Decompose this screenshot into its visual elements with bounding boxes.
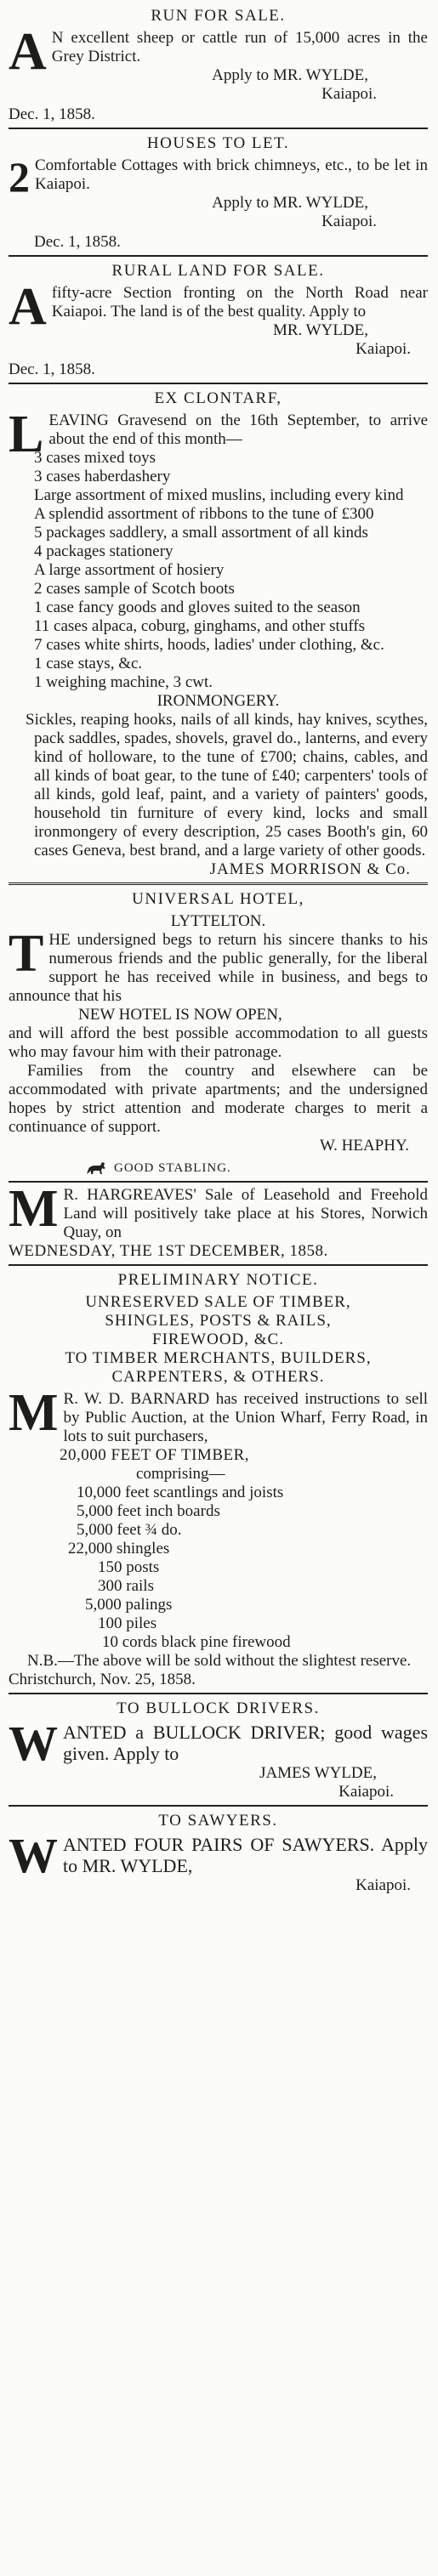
ad-houses-to-let: [9, 133, 428, 252]
drop-cap: A: [9, 278, 47, 336]
ad-bullock-drivers: [9, 1698, 428, 1801]
list-item: 10,000 feet scantlings and joists: [77, 1484, 284, 1501]
divider: [9, 128, 428, 129]
stabling-text: GOOD STABLING.: [114, 1161, 231, 1175]
ad-date: Dec. 1, 1858.: [9, 360, 95, 378]
timber-title-line: UNRESERVED SALE OF TIMBER,: [85, 1293, 351, 1311]
list-item: 5,000 palings: [85, 1596, 173, 1614]
horse-icon: [85, 1160, 107, 1176]
stabling-line: [9, 1159, 428, 1177]
divider: [9, 1805, 428, 1807]
ad-heading: RURAL LAND FOR SALE.: [111, 262, 325, 280]
ad-ex-clontarf: [9, 388, 428, 879]
list-item: 1 case fancy goods and gloves suited to the season: [34, 599, 361, 616]
timber-title-line: CARPENTERS, & OTHERS.: [111, 1368, 325, 1386]
list-item: 300 rails: [98, 1577, 154, 1595]
apply-line: Apply to MR. WYLDE,: [212, 194, 368, 212]
place-line: Kaiapoi.: [338, 1783, 394, 1801]
divider: [9, 1693, 428, 1694]
ad-body: ANTED a BULLOCK DRIVER; good wages given.: [63, 1722, 428, 1764]
ad-heading: UNIVERSAL HOTEL,: [132, 890, 304, 908]
place-line: Kaiapoi.: [356, 340, 411, 358]
ironmongery-text: Sickles, reaping hooks, nails of all kinds, hay knives, scythes, pack saddles, spades, shovels, gravel do., lanterns, and every kind of holloware, to the tune of £700; chains, cables, and all kinds of boat gear, to the tune of £40; carpenters' tools of all kinds, gold leaf, paint, and a variety of painters' goods, household tin furniture of every kind, locks and small ironmongery of every description, 25 cases Booth's gin, 60 cases Geneva, best brand, and a large variety of other goods.: [26, 711, 428, 860]
list-item: 150 posts: [98, 1558, 160, 1576]
name-line: MR. WYLDE,: [272, 321, 368, 339]
ironmongery-heading: IRONMONGERY.: [156, 692, 280, 710]
ad-universal-hotel: [9, 888, 428, 1177]
ad-heading: RUN FOR SALE.: [151, 7, 286, 25]
ad-body: fifty-acre Section fronting on the North Road near Kaiapoi. The land is of the best quality.: [51, 284, 428, 321]
ad-body: N excellent sheep or cattle run of 15,000 acres in the Grey District.: [51, 29, 428, 65]
ad-body: R. HARGREAVES' Sale of Leasehold and Freehold Land will positively take place at his Stores, Norwich Quay, on: [63, 1186, 428, 1241]
list-item: 1 case stays, &c.: [34, 655, 143, 672]
name-line: JAMES WYLDE,: [259, 1764, 377, 1782]
drop-cap: W: [9, 1716, 58, 1771]
list-item: 2 cases sample of Scotch boots: [34, 580, 235, 598]
ad-hargreaves-sale: [9, 1186, 428, 1261]
ad-heading: HOUSES TO LET.: [146, 134, 290, 152]
divider: [9, 383, 428, 384]
ad-timber-sale: [9, 1269, 428, 1689]
list-item: A splendid assortment of ribbons to the tune of £300: [34, 505, 374, 523]
sale-date: WEDNESDAY, THE 1ST DECEMBER, 1858.: [9, 1242, 328, 1260]
list-item: 5,000 feet ¾ do.: [77, 1521, 182, 1539]
ad-date: Christchurch, Nov. 25, 1858.: [9, 1671, 196, 1688]
list-item: 22,000 shingles: [68, 1540, 170, 1558]
divider: [9, 255, 428, 257]
list-item: 3 cases haberdashery: [34, 468, 171, 485]
ad-date: Dec. 1, 1858.: [9, 105, 95, 123]
drop-cap: T: [9, 925, 44, 983]
list-item: 3 cases mixed toys: [34, 449, 156, 467]
ad-heading: TO SAWYERS.: [158, 1812, 278, 1830]
apply-line: Apply to: [112, 1743, 179, 1764]
goods-list: [9, 449, 428, 692]
ad-body: and will afford the best possible accommodation to all guests who may favour him with their patronage.: [9, 1024, 428, 1061]
place-line: Kaiapoi.: [321, 85, 377, 103]
place-line: Kaiapoi.: [321, 213, 377, 230]
ad-sawyers: [9, 1810, 428, 1895]
list-item: 7 cases white shirts, hoods, ladies' under clothing, &c.: [34, 636, 384, 654]
drop-cap: L: [9, 406, 44, 463]
list-item: 4 packages stationery: [34, 542, 173, 560]
drop-cap: M: [9, 1186, 59, 1238]
list-item: 11 cases alpaca, coburg, ginghams, and other stuffs: [34, 617, 366, 635]
list-item: 10 cords black pine firewood: [102, 1633, 291, 1651]
timber-title-line: FIREWOOD, &C.: [152, 1331, 284, 1348]
apply-line: Apply to: [309, 303, 367, 321]
ad-heading: PRELIMINARY NOTICE.: [117, 1271, 319, 1289]
apply-line: Apply to: [63, 1834, 428, 1876]
list-item: Large assortment of mixed muslins, including every kind: [34, 486, 404, 504]
signature: W. HEAPHY.: [319, 1137, 409, 1155]
ad-intro: EAVING Gravesend on the 16th September, to arrive about the end of this month—: [48, 411, 428, 448]
ad-body: R. W. D. BARNARD has received instructions to sell by Public Auction, at the Union Wharf, Ferry Road, in lots to suit purchasers,: [63, 1390, 428, 1445]
list-item: 5,000 feet inch boards: [77, 1502, 220, 1520]
drop-cap: W: [9, 1828, 58, 1883]
list-item: 100 piles: [98, 1614, 157, 1632]
ad-heading: TO BULLOCK DRIVERS.: [117, 1699, 320, 1717]
place-line: Kaiapoi.: [356, 1876, 411, 1894]
ad-subheading: LYTTELTON.: [170, 912, 266, 930]
apply-line: Apply to MR. WYLDE,: [212, 66, 368, 84]
ad-run-for-sale: [9, 5, 428, 124]
timber-quantity: 20,000 FEET OF TIMBER,: [60, 1446, 250, 1464]
timber-title-line: TO TIMBER MERCHANTS, BUILDERS,: [65, 1349, 372, 1367]
ad-body: Comfortable Cottages with brick chimneys, etc., to be let in Kaiapoi.: [35, 156, 428, 193]
signature: JAMES MORRISON & Co.: [209, 860, 411, 878]
list-item: 1 weighing machine, 3 cwt.: [34, 673, 213, 691]
list-item: 5 packages saddlery, a small assortment of all kinds: [34, 524, 368, 542]
divider: [9, 1181, 428, 1183]
drop-cap: M: [9, 1384, 59, 1442]
ad-heading: EX CLONTARF,: [154, 389, 282, 407]
divider: [9, 882, 428, 885]
ad-body: ANTED FOUR PAIRS OF SAWYERS.: [63, 1834, 375, 1855]
ad-date: Dec. 1, 1858.: [34, 233, 121, 251]
name-line: MR. WYLDE,: [82, 1855, 193, 1876]
ad-body: HE undersigned begs to return his sincere thanks to his numerous friends and the public generally, for the liberal support he has received while in business, and begs to announce that his: [9, 931, 428, 1005]
timber-note: N.B.—The above will be sold without the slightest reserve.: [27, 1652, 412, 1670]
drop-cap: A: [9, 23, 47, 81]
ad-rural-land: [9, 260, 428, 379]
list-item: A large assortment of hosiery: [34, 561, 225, 579]
ad-body: Families from the country and elsewhere can be accommodated with private apartments; and the undersigned hopes by strict attention and moderate charges to merit a continuance of support.: [9, 1062, 428, 1136]
timber-comprising: comprising—: [136, 1465, 225, 1483]
drop-cap: 2: [9, 153, 30, 201]
hotel-announcement: NEW HOTEL IS NOW OPEN,: [78, 1006, 282, 1024]
timber-title-line: SHINGLES, POSTS & RAILS,: [105, 1312, 332, 1330]
divider: [9, 1264, 428, 1266]
